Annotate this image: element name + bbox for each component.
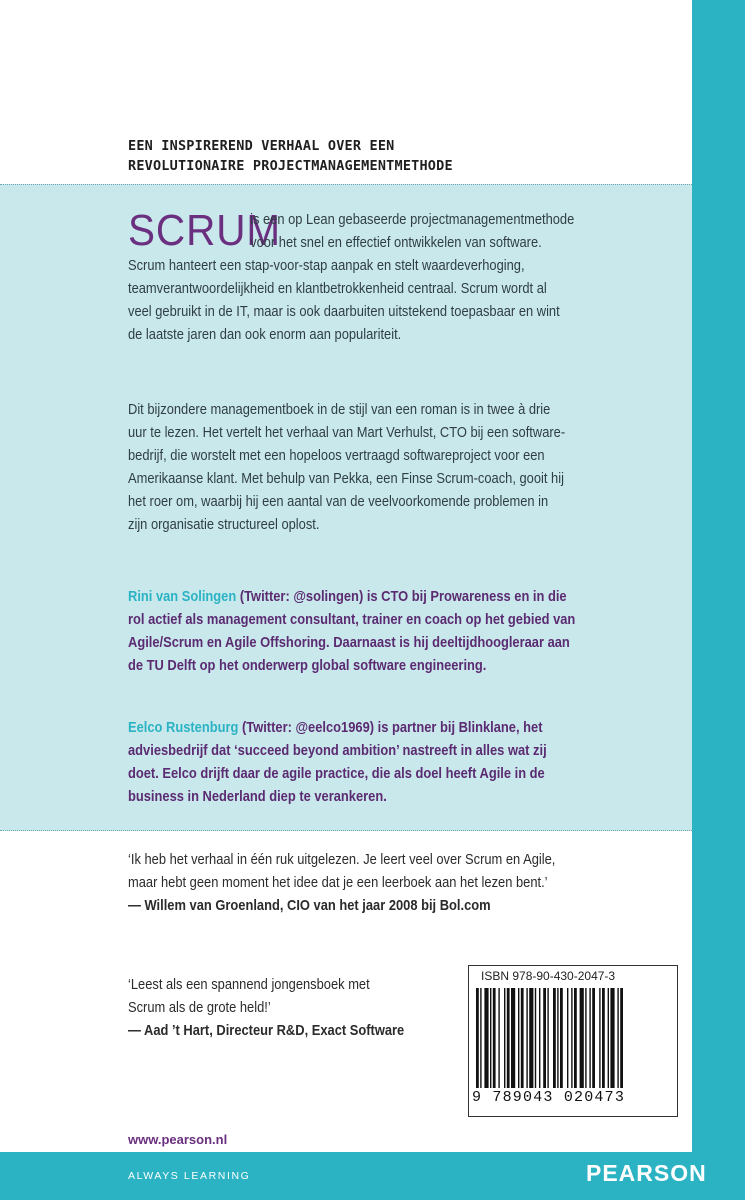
review-quote-1 [128,848,673,917]
story-line: het roer om, waarbij hij een aantal van de veelvoorkomende problemen in [128,493,549,510]
author-name: Rini van Solingen [128,588,237,605]
story-line: Amerikaanse klant. Met behulp van Pekka, een Finse Scrum-coach, gooit hij [128,470,564,487]
intro-line: voor het snel en effectief ontwikkelen van software. [250,234,542,251]
bio-line [128,585,597,608]
bio-line: business in Nederland diep te verankeren. [128,788,387,805]
book-spine-stripe [692,0,745,1200]
bio-text: (Twitter: @solingen) is CTO bij Prowareness en in die [236,588,567,605]
bio-line: adviesbedrijf dat ‘succeed beyond ambition’ nastreeft in alles wat zij [128,742,547,759]
intro-line: veel gebruikt in de IT, maar is ook daarbuiten uitstekend toepasbaar en wint [128,303,560,320]
panel-divider [0,184,692,185]
intro-paragraph [128,208,673,346]
author-bio-rini [128,585,673,677]
quote-line: maar hebt geen moment het idee dat je een leerboek aan het lezen bent.’ [128,874,548,891]
tagline [128,136,648,176]
bio-line: rol actief als management consultant, trainer en coach op het gebied van [128,611,576,628]
barcode-digits: 9 789043 020473 [472,1089,626,1106]
publisher-logo: PEARSON [586,1160,707,1186]
bio-text: (Twitter: @eelco1969) is partner bij Blinklane, het [238,719,543,736]
bio-line: doet. Eelco drijft daar de agile practice, die als doel heeft Agile in de [128,765,545,782]
scrum-title: SCRUM [128,206,282,255]
story-line: zijn organisatie structureel oplost. [128,516,320,533]
barcode-image [474,988,672,1088]
quote-line: ‘Ik heb het verhaal in één ruk uitgelezen. Je leert veel over Scrum en Agile, [128,851,556,868]
intro-line: Scrum hanteert een stap-voor-stap aanpak en stelt waardeverhoging, [128,257,525,274]
quote-author: — Aad ’t Hart, Directeur R&D, Exact Software [128,1022,405,1039]
intro-line: is een op Lean gebaseerde projectmanagementmethode [250,211,575,228]
bio-line: de TU Delft op het onderwerp global software engineering. [128,657,487,674]
isbn-label: ISBN 978-90-430-2047-3 [481,969,616,983]
bio-line: Agile/Scrum en Agile Offshoring. Daarnaast is hij deeltijdhoogleraar aan [128,634,570,651]
footer-slogan: ALWAYS LEARNING [128,1170,251,1182]
quote-line: Scrum als de grote held!’ [128,999,271,1016]
intro-line: de laatste jaren dan ook enorm aan populariteit. [128,326,402,343]
bio-line [128,716,597,739]
tagline-line-1: EEN INSPIREREND VERHAAL OVER EEN [128,138,395,154]
author-name: Eelco Rustenburg [128,719,239,736]
story-line: uur te lezen. Het vertelt het verhaal van Mart Verhulst, CTO bij een software- [128,424,566,441]
tagline-line-2: REVOLUTIONAIRE PROJECTMANAGEMENTMETHODE [128,158,453,174]
intro-line: teamverantwoordelijkheid en klantbetrokkenheid centraal. Scrum wordt al [128,280,547,297]
story-line: Dit bijzondere managementboek in de stijl van een roman is in twee à drie [128,401,551,418]
author-bio-eelco [128,716,673,808]
quote-author: — Willem van Groenland, CIO van het jaar 2008 bij Bol.com [128,897,491,914]
quote-line: ‘Leest als een spannend jongensboek met [128,976,370,993]
story-line: bedrijf, die worstelt met een hopeloos vertraagd softwareproject voor een [128,447,545,464]
website-url[interactable]: www.pearson.nl [128,1132,228,1147]
story-paragraph [128,398,673,536]
review-quote-2 [128,973,458,1042]
